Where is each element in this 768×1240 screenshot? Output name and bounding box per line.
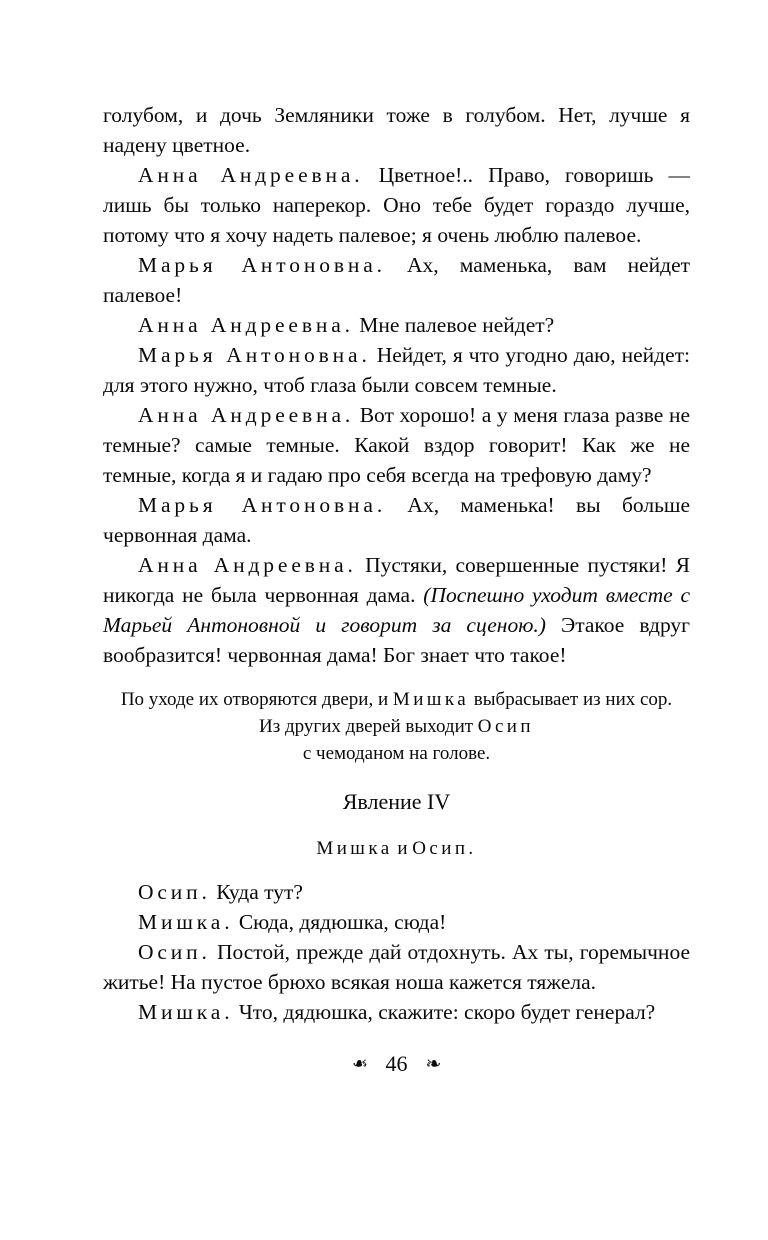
character-name: Мишка [316, 838, 393, 860]
stage-note-line [103, 686, 690, 713]
speech-text: Куда тут? [210, 880, 303, 905]
dialogue-block [103, 877, 690, 1027]
scene-heading: Явление IV [342, 789, 451, 814]
speech-text: Пустяки, совершенные пустяки! Я никогда не была червонная дама. [103, 553, 691, 607]
stage-note-line [103, 713, 690, 740]
speech-text: Этакое вдруг вообразится! червонная дама! Бог знает что такое! [103, 613, 690, 667]
paragraph [103, 550, 690, 670]
speech-text: Нейдет, я что угодно даю, нейдет: для этого нужно, чтоб глаза были совсем темные. [103, 343, 690, 397]
stage-note-line [103, 740, 690, 767]
page-number: 46 [385, 1051, 408, 1077]
character-name: Анна Андреевна. [138, 163, 364, 187]
paragraph [103, 877, 690, 907]
paragraph [103, 937, 690, 997]
paragraph [103, 400, 690, 490]
floral-ornament-left-icon: ❧ [351, 1052, 368, 1075]
character-name: Марья Антоновна. [138, 343, 371, 367]
stage-note-text: с чемоданом на голове. [302, 743, 491, 764]
speech-text: Вот хорошо! а у меня глаза разве не темные? самые темные. Какой вздор говорит! Как же не темные, когда я и гадаю про себя всегда на трефовую даму? [103, 403, 690, 487]
character-name: Осип. [138, 880, 211, 905]
speech-text: Ах, маменька, вам нейдет палевое! [103, 253, 691, 307]
stage-note-text: выбрасывает из них сор. [469, 689, 673, 710]
cast-list [103, 835, 690, 862]
speech-text: Что, дядюшка, скажите: скоро будет генерал? [233, 1000, 656, 1025]
character-name: Осип. [138, 940, 211, 965]
page-footer [103, 1051, 690, 1077]
stage-direction-inline: (Поспешно уходит вместе с Марьей Антоновной и говорит за сценою.) [103, 583, 690, 637]
paragraph [103, 997, 690, 1027]
paragraph [103, 340, 690, 400]
stage-note-text: Из других дверей выходит [259, 716, 478, 737]
paragraph [103, 100, 690, 160]
character-name: Осип. [412, 838, 477, 860]
speech-text: Цветное!.. Право, говоришь — лишь бы только наперекор. Оно тебе будет гораздо лучше, потому что я хочу надеть палевое; я очень люблю палевое. [103, 163, 690, 247]
speech-text: Ах, маменька! вы больше червонная дама. [103, 493, 691, 547]
character-name: Марья Антоновна. [138, 493, 387, 517]
speech-text: Сюда, дядюшка, сюда! [233, 910, 447, 935]
stage-note [103, 686, 690, 767]
character-name: Марья Антоновна. [138, 253, 386, 277]
character-name: Анна Андреевна. [138, 553, 357, 577]
character-name: Анна Андреевна. [138, 313, 354, 337]
stage-note-text: По уходе их отворяются двери, и [120, 689, 393, 710]
character-name: Мишка. [138, 910, 234, 935]
paragraph [103, 250, 690, 310]
character-name: Осип [477, 716, 534, 737]
speech-text: Постой, прежде дай отдохнуть. Ах ты, горемычное житье! На пустое брюхо всякая ноша кажется тяжела. [103, 940, 690, 995]
paragraph [103, 907, 690, 937]
character-name: Анна Андреевна. [138, 403, 355, 427]
paragraph [103, 160, 690, 250]
paragraph [103, 310, 690, 340]
speech-text: Мне палевое нейдет? [353, 313, 555, 337]
paragraph [103, 490, 690, 550]
floral-ornament-right-icon: ❧ [425, 1052, 442, 1075]
body-text [103, 100, 690, 1077]
character-name: Мишка [392, 689, 470, 710]
speech-text: голубом, и дочь Земляники тоже в голубом. Нет, лучше я надену цветное. [103, 103, 690, 157]
character-name: Мишка. [138, 1000, 234, 1025]
cast-text: и [392, 838, 413, 860]
